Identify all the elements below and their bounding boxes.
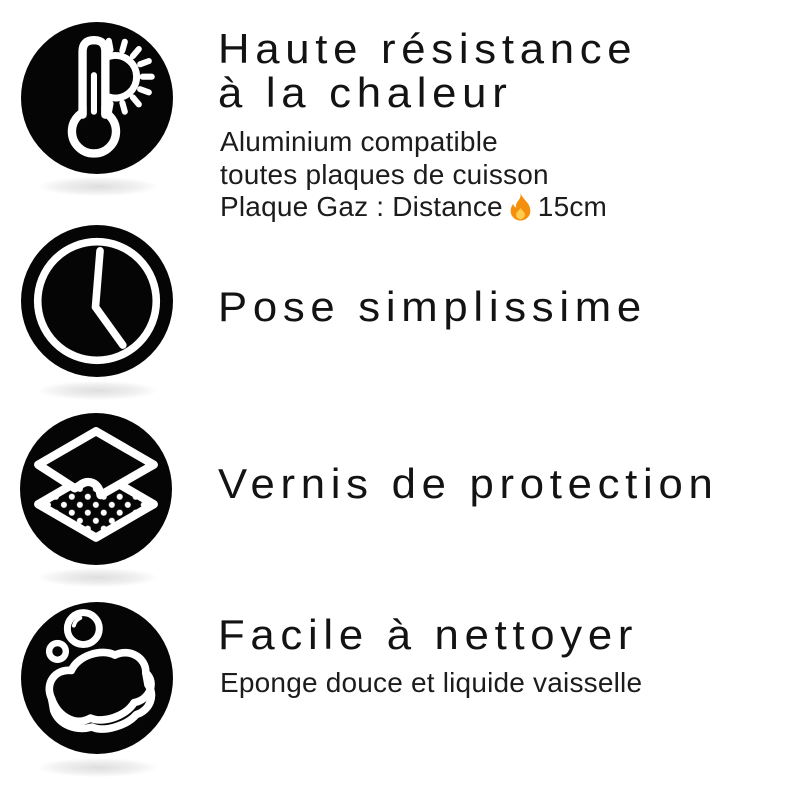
sponge-bubbles-icon (21, 602, 173, 754)
thermometer-sun-icon (21, 22, 173, 174)
feature-heat-subtitle (220, 126, 607, 224)
fire-emoji-icon (507, 192, 534, 221)
feature-heat-title-line2: à la chaleur (218, 69, 513, 116)
subtitle-line: toutes plaques de cuisson (220, 158, 549, 190)
icon-shadow (38, 568, 158, 587)
feature-install-title: Pose simplissime (218, 283, 647, 330)
feature-clean-title: Facile à nettoyer (218, 611, 639, 658)
subtitle-line: Aluminium compatible (220, 126, 498, 157)
gas-text-after: 15cm (537, 191, 608, 222)
subtitle-line: Eponge douce et liquide vaisselle (220, 667, 643, 698)
subtitle-line-gas (220, 191, 607, 224)
gas-text-before: Plaque Gaz : Distance (220, 191, 503, 222)
feature-varnish-title: Vernis de protection (218, 460, 719, 507)
feature-varnish-icon-circle (20, 413, 172, 565)
icon-shadow (38, 177, 158, 196)
icon-shadow (38, 758, 158, 777)
layers-protection-icon (20, 413, 172, 565)
feature-heat-title-line1: Haute résistance (218, 25, 638, 72)
feature-clean-icon-circle (21, 602, 173, 754)
feature-install-icon-circle (21, 225, 173, 377)
clock-icon (21, 225, 173, 377)
feature-heat-icon-circle (21, 22, 173, 174)
feature-clean-subtitle (220, 667, 642, 700)
icon-shadow (38, 381, 158, 400)
